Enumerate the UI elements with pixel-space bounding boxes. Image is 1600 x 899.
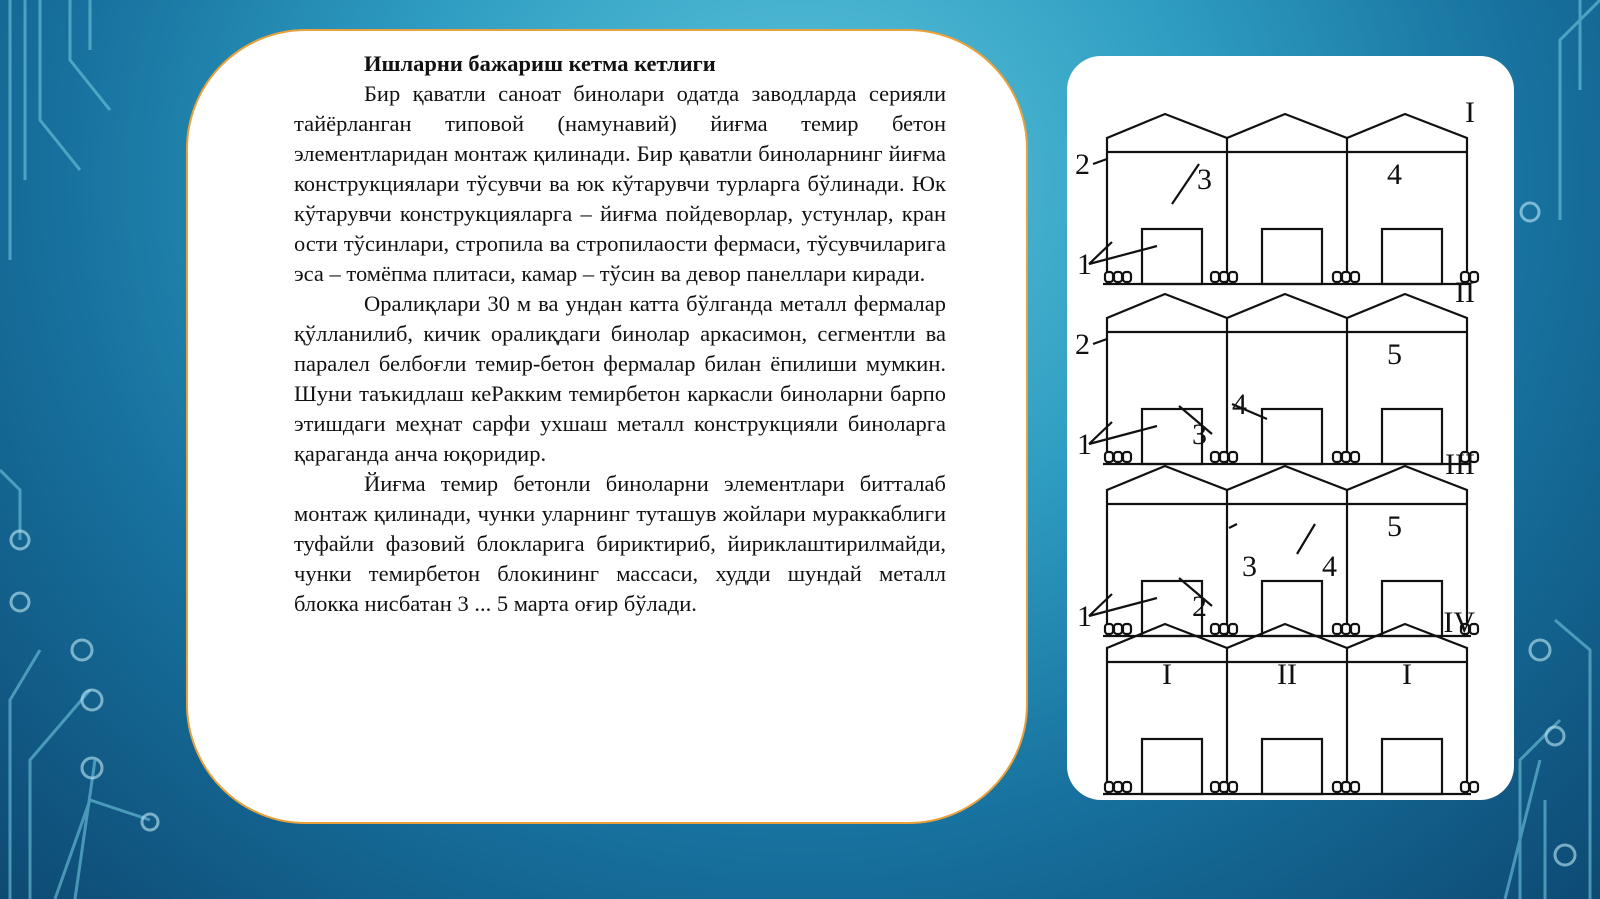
figure-card bbox=[1067, 56, 1514, 800]
scheme-numeral: I bbox=[1465, 96, 1475, 129]
crane-wheel bbox=[1211, 452, 1219, 462]
crane-wheel bbox=[1220, 782, 1228, 792]
scheme-label: 4 bbox=[1322, 550, 1337, 583]
assembly-sequence-diagram bbox=[1067, 56, 1514, 800]
crane-wheel bbox=[1123, 272, 1131, 282]
crane-wheel bbox=[1211, 782, 1219, 792]
leader-line bbox=[1297, 524, 1315, 554]
scheme-numeral: II bbox=[1455, 276, 1475, 309]
scheme-label: 5 bbox=[1387, 510, 1402, 543]
leader-line bbox=[1089, 422, 1157, 444]
roof-outline bbox=[1107, 466, 1467, 504]
scheme-label: 3 bbox=[1197, 163, 1212, 196]
leader-line bbox=[1172, 164, 1199, 204]
crane-wheel bbox=[1105, 272, 1113, 282]
element-block bbox=[1262, 229, 1322, 284]
element-block bbox=[1262, 739, 1322, 794]
scheme-label: 3 bbox=[1242, 550, 1257, 583]
scheme-label: 1 bbox=[1077, 248, 1092, 281]
leader-line bbox=[1089, 242, 1157, 264]
scheme-label: II bbox=[1277, 658, 1297, 691]
crane-wheel bbox=[1351, 782, 1359, 792]
crane-wheel bbox=[1114, 272, 1122, 282]
section-title: Ишларни бажариш кетма кетлиги bbox=[364, 51, 716, 76]
scheme-label: 4 bbox=[1387, 158, 1402, 191]
scheme-label: 2 bbox=[1075, 328, 1090, 361]
crane-wheel bbox=[1123, 624, 1131, 634]
crane-wheel bbox=[1220, 624, 1228, 634]
scheme-label: 2 bbox=[1192, 590, 1207, 623]
paragraph: Оралиқлари 30 м ва ундан катта бўлганда металл фермалар қўлланилиб, кичик оралиқдаги бинолар аркасимон, сегментли ва паралел белбоғли темир-бетон фермалар билан ёпилиши мумкин. Шуни таъкидлаш кеРакким темирбетон каркасли биноларни барпо этишдаги меҳнат сарфи ухшаш металл конструкцияли биноларга қараганда анча юқоридир. bbox=[294, 291, 946, 466]
crane-wheel bbox=[1333, 452, 1341, 462]
roof-outline bbox=[1107, 624, 1467, 662]
scheme-numeral: III bbox=[1445, 448, 1475, 481]
scheme-label: 1 bbox=[1077, 600, 1092, 633]
element-block bbox=[1142, 229, 1202, 284]
leader-line bbox=[1089, 594, 1157, 616]
leader-line bbox=[1093, 339, 1107, 344]
scheme-label: 5 bbox=[1387, 338, 1402, 371]
crane-wheel bbox=[1229, 272, 1237, 282]
roof-outline bbox=[1107, 294, 1467, 332]
element-block bbox=[1382, 739, 1442, 794]
scheme-label: 2 bbox=[1075, 148, 1090, 181]
crane-wheel bbox=[1105, 452, 1113, 462]
crane-wheel bbox=[1123, 452, 1131, 462]
crane-wheel bbox=[1351, 272, 1359, 282]
crane-wheel bbox=[1342, 624, 1350, 634]
text-body bbox=[294, 49, 946, 619]
scheme-label: 3 bbox=[1192, 418, 1207, 451]
crane-wheel bbox=[1461, 782, 1469, 792]
crane-wheel bbox=[1342, 452, 1350, 462]
crane-wheel bbox=[1333, 272, 1341, 282]
crane-wheel bbox=[1342, 272, 1350, 282]
scheme-label: 4 bbox=[1232, 388, 1247, 421]
crane-wheel bbox=[1220, 452, 1228, 462]
crane-wheel bbox=[1470, 782, 1478, 792]
element-block bbox=[1262, 409, 1322, 464]
leader-line bbox=[1093, 159, 1107, 164]
scheme-label: I bbox=[1402, 658, 1412, 691]
crane-wheel bbox=[1342, 782, 1350, 792]
crane-wheel bbox=[1105, 782, 1113, 792]
crane-wheel bbox=[1351, 624, 1359, 634]
element-block bbox=[1142, 739, 1202, 794]
crane-wheel bbox=[1229, 782, 1237, 792]
element-block bbox=[1382, 229, 1442, 284]
crane-wheel bbox=[1211, 624, 1219, 634]
paragraph: Йиғма темир бетонли биноларни элементлари битталаб монтаж қилинади, чунки уларнинг туташув жойлари мураккаблиги туфайли фазовий блокларига бириктириб, йириклаштирилмайди, чунки темирбетон блокининг массаси, худди шундай металл блокка нисбатан 3 ... 5 марта оғир бўлади. bbox=[294, 471, 946, 616]
text-card bbox=[186, 29, 1028, 824]
crane-wheel bbox=[1114, 452, 1122, 462]
crane-wheel bbox=[1123, 782, 1131, 792]
crane-wheel bbox=[1211, 272, 1219, 282]
scheme-label: 1 bbox=[1077, 428, 1092, 461]
crane-wheel bbox=[1114, 782, 1122, 792]
crane-wheel bbox=[1333, 624, 1341, 634]
crane-wheel bbox=[1220, 272, 1228, 282]
crane-wheel bbox=[1351, 452, 1359, 462]
scheme-label: I bbox=[1162, 658, 1172, 691]
paragraph: Бир қаватли саноат бинолари одатда заводларда серияли тайёрланган типовой (намунавий) йиғма темир бетон элементларидан монтаж қилинади. Бир қаватли биноларнинг йиғма конструкциялари тўсувчи ва юк кўтарувчи турларга бўлинади. Юк кўтарувчи конструкцияларга – йиғма пойдеворлар, устунлар, кран ости тўсинлари, стропила ва стропилаости фермаси, тўсувчиларига эса – томёпма плитаси, камар – тўсин ва девор панеллари киради. bbox=[294, 81, 946, 286]
crane-wheel bbox=[1229, 624, 1237, 634]
crane-wheel bbox=[1229, 452, 1237, 462]
element-block bbox=[1382, 409, 1442, 464]
roof-outline bbox=[1107, 114, 1467, 152]
crane-wheel bbox=[1105, 624, 1113, 634]
crane-wheel bbox=[1333, 782, 1341, 792]
leader-line bbox=[1229, 524, 1237, 528]
scheme-numeral: IV bbox=[1443, 606, 1475, 639]
crane-wheel bbox=[1114, 624, 1122, 634]
